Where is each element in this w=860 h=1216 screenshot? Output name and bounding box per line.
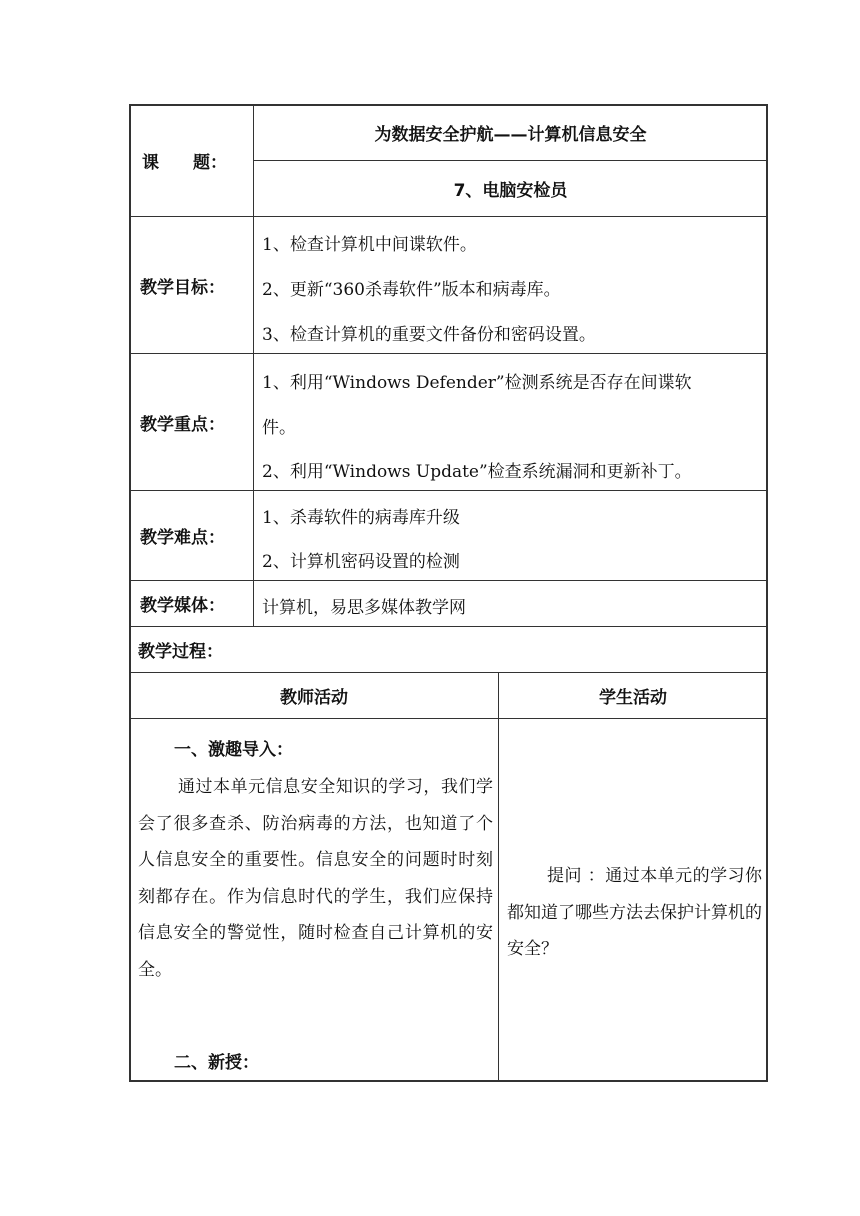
student-question: 提问 ：通过本单元的学习你都知道了哪些方法去保护计算机的安全？: [507, 866, 762, 959]
media-value: 计算机，易思多媒体教学网: [262, 598, 466, 618]
media-label: 教学媒体：: [140, 596, 225, 616]
difficulty-item: 2、计算机密码设置的检测: [262, 552, 460, 572]
objective-item: 3、检查计算机的重要文件备份和密码设置。: [262, 325, 596, 345]
title-label: 课 题：: [142, 153, 227, 173]
section2-title: 二、新授：: [174, 1053, 259, 1073]
objective-item: 1、检查计算机中间谍软件。: [262, 235, 477, 255]
section1-text: 通过本单元信息安全知识的学习，我们学会了很多查杀、防治病毒的方法，也知道了个人信息安全的重要性。信息安全的问题时时刻刻都存在。作为信息时代的学生，我们应保持信息安全的警觉性，随时检查自己计算机的安全。: [138, 777, 493, 980]
process-label: 教学过程：: [138, 642, 223, 662]
objectives-label: 教学目标：: [140, 277, 225, 298]
column-divider: [498, 672, 499, 1081]
key-point-item: 件。: [262, 418, 296, 438]
objective-item: 2、更新“360杀毒软件”版本和病毒库。: [262, 280, 561, 300]
difficulties-label: 教学难点：: [140, 528, 225, 548]
key-point-item: 2、利用“Windows Update”检查系统漏洞和更新补丁。: [262, 462, 692, 482]
key-points-label: 教学重点：: [140, 414, 225, 435]
difficulty-item: 1、杀毒软件的病毒库升级: [262, 508, 460, 528]
lesson-main-title: 为数据安全护航——计算机信息安全: [374, 125, 647, 145]
student-activity-header: 学生活动: [599, 688, 667, 708]
row-divider: [130, 718, 767, 719]
lesson-sub-title: 7、电脑安检员: [453, 181, 568, 201]
key-point-item: 1、利用“Windows Defender”检测系统是否存在间谍软: [262, 373, 692, 393]
teacher-activity-header: 教师活动: [280, 688, 348, 708]
section1-title: 一、激趣导入：: [174, 740, 293, 760]
